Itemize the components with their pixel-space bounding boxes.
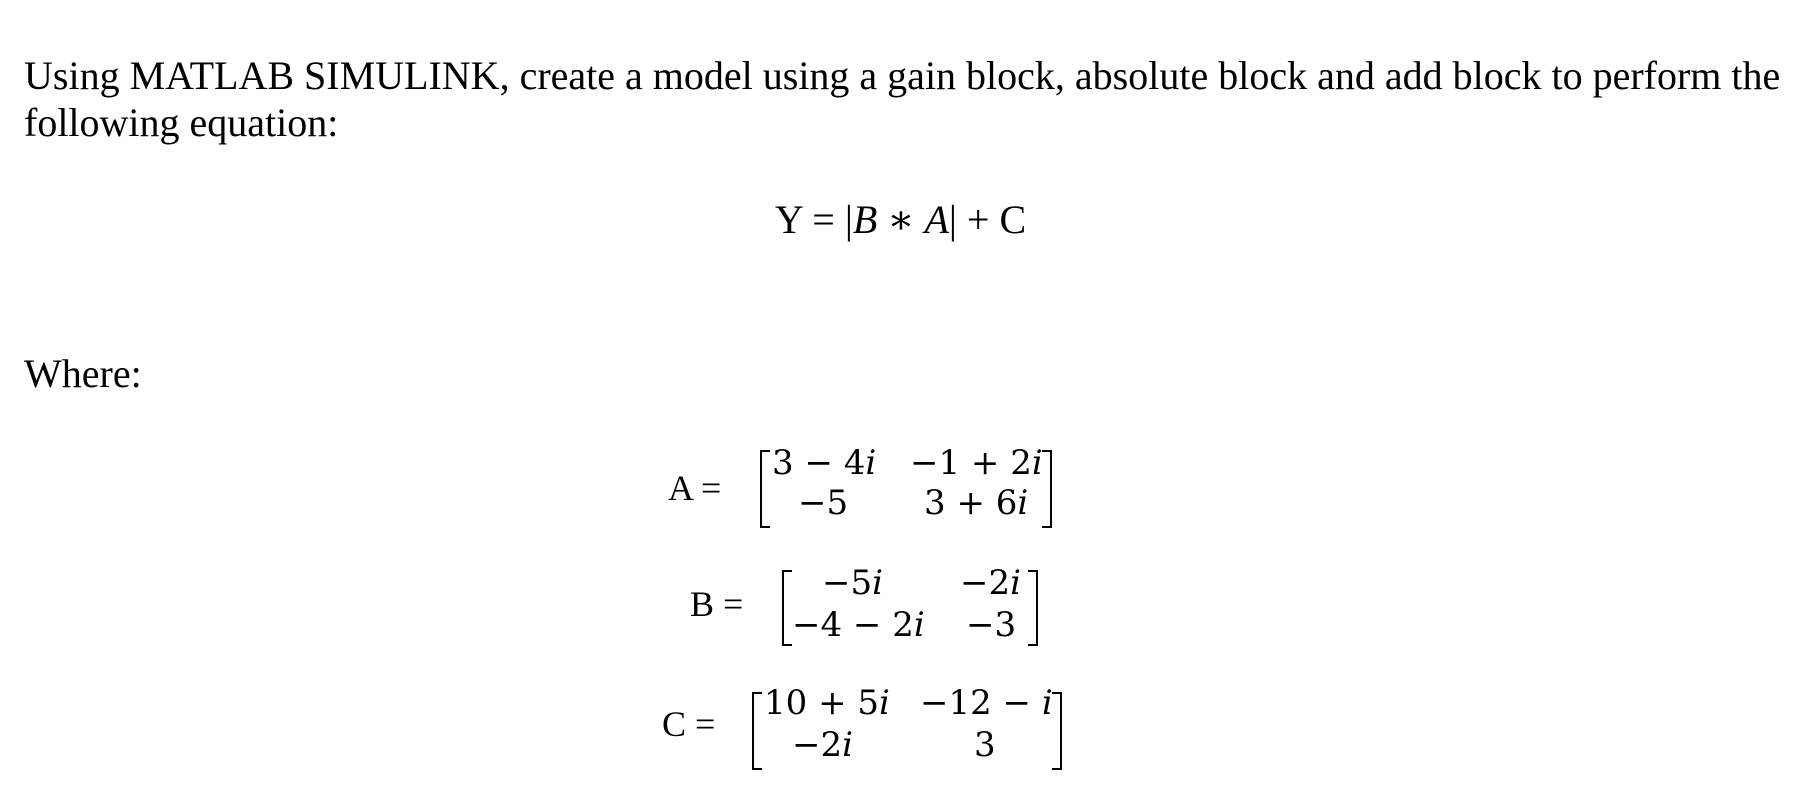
equation-operator: ∗ xyxy=(877,197,925,242)
matrix-c-right-bracket xyxy=(1052,692,1062,770)
matrix-a-label: A = xyxy=(668,468,722,508)
matrix-c xyxy=(0,684,1811,784)
equation-lhs: Y = | xyxy=(774,197,853,242)
problem-statement: Using MATLAB SIMULINK, create a model using a gain block, absolute block and add block to perform the following equation: xyxy=(24,53,1781,145)
matrix-a-left-bracket xyxy=(760,450,770,528)
matrix-b-r2c2: −3 xyxy=(966,605,1017,645)
matrix-c-r1c2: −12 − 𝑖 xyxy=(920,683,1053,723)
matrix-c-r1c1: 10 + 5𝑖 xyxy=(764,683,890,723)
matrix-c-r2c1: −2𝑖 xyxy=(792,725,853,765)
matrix-b-right-bracket xyxy=(1028,570,1038,646)
matrix-c-r2c2: 3 xyxy=(974,725,996,765)
matrix-c-label: C = xyxy=(662,704,716,744)
main-equation xyxy=(0,196,1811,244)
matrix-a xyxy=(0,440,1811,540)
where-label: Where: xyxy=(24,351,142,396)
matrix-a-r1c2: −1 + 2𝑖 xyxy=(910,443,1043,483)
matrix-c-left-bracket xyxy=(752,692,762,770)
matrix-b-r2c1: −4 − 2𝑖 xyxy=(792,605,925,645)
matrix-a-r1c1: 3 − 4𝑖 xyxy=(772,443,877,483)
matrix-b-r1c1: −5𝑖 xyxy=(822,563,883,603)
equation-a: A xyxy=(924,197,949,242)
matrix-b-label: B = xyxy=(690,584,744,624)
matrix-b-left-bracket xyxy=(782,570,792,646)
matrix-b xyxy=(0,564,1811,664)
matrix-b-r1c2: −2𝑖 xyxy=(960,563,1021,603)
matrix-a-right-bracket xyxy=(1042,450,1052,528)
matrix-a-r2c1: −5 xyxy=(798,483,849,523)
matrix-a-r2c2: 3 + 6𝑖 xyxy=(924,483,1029,523)
equation-b: B xyxy=(852,197,878,242)
equation-rhs: | + C xyxy=(948,197,1027,242)
